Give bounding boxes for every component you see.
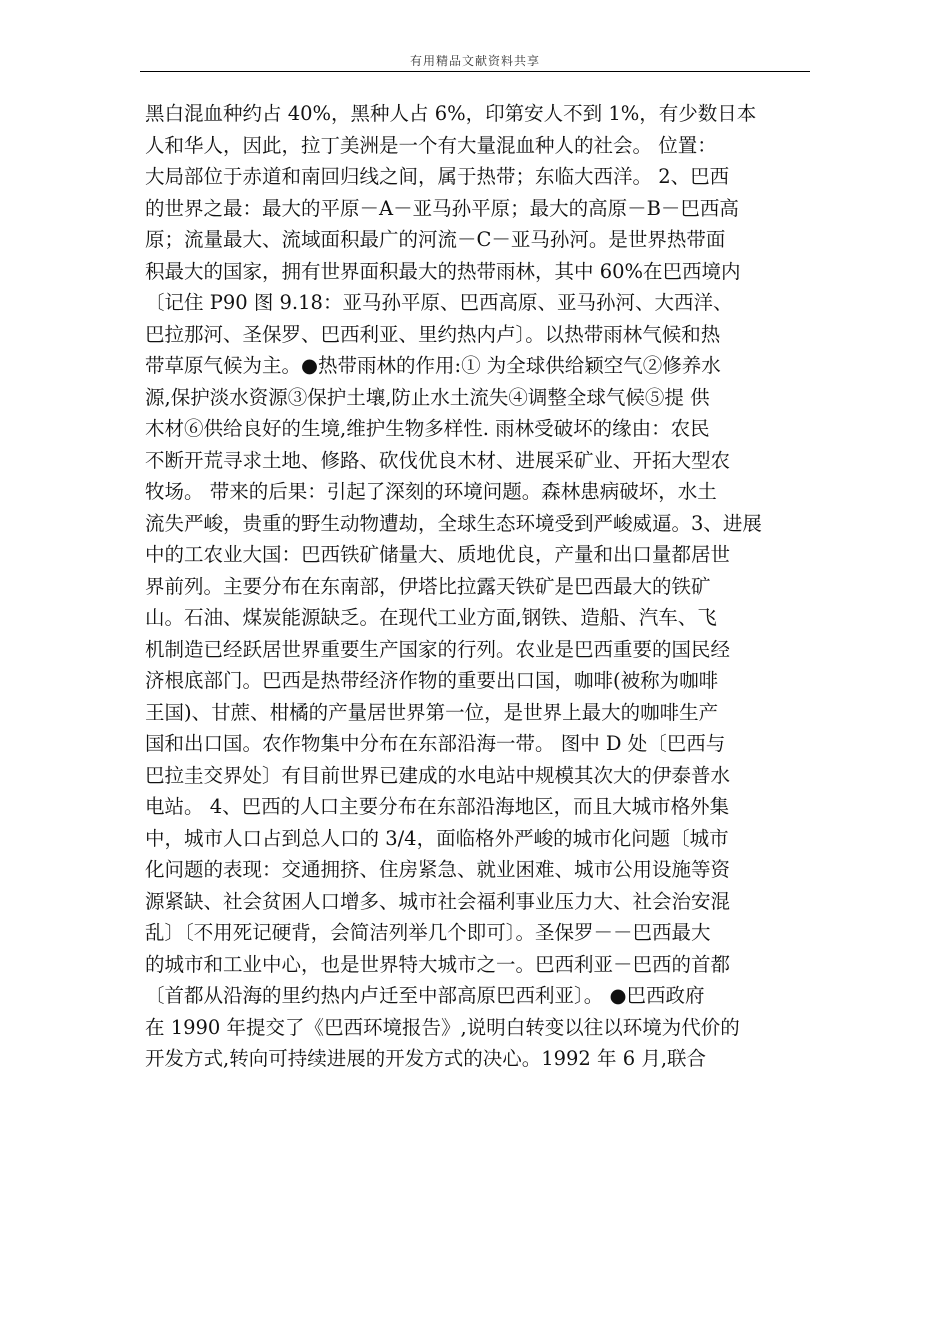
text-line: 〔记住 P90 图 9.18：亚马孙平原、巴西高原、亚马孙河、大西洋、 xyxy=(145,291,733,314)
text-line: 中，城市人口占到总人口的 3/4，面临格外严峻的城市化问题〔城市 xyxy=(145,826,729,850)
header-divider xyxy=(140,71,810,72)
text-line: 不断开荒寻求土地、修路、砍伐优良木材、进展采矿业、开拓大型农 xyxy=(145,448,731,472)
text-line: 界前列。主要分布在东南部，伊塔比拉露天铁矿是巴西最大的铁矿 xyxy=(145,574,711,598)
text-line: 人和华人，因此，拉丁美洲是一个有大量混血种人的社会。 位置： xyxy=(145,133,717,157)
text-line: 电站。 4、巴西的人口主要分布在东部沿海地区，而且大城市格外集 xyxy=(145,795,730,818)
text-line: 木材⑥供给良好的生境,维护生物多样性. 雨林受破坏的缘由：农民 xyxy=(145,417,710,440)
text-line: 山。石油、煤炭能源缺乏。在现代工业方面,钢铁、造船、汽车、飞 xyxy=(145,606,717,629)
text-line: 源紧缺、社会贫困人口增多、城市社会福利事业压力大、社会治安混 xyxy=(145,889,731,913)
text-line: 济根底部门。巴西是热带经济作物的重要出口国，咖啡(被称为咖啡 xyxy=(145,669,719,692)
text-line: 机制造已经跃居世界重要生产国家的行列。农业是巴西重要的国民经 xyxy=(145,637,731,661)
document-body xyxy=(145,98,815,1075)
text-line: 流失严峻，贵重的野生动物遭劫，全球生态环境受到严峻威逼。3、进展 xyxy=(145,511,762,535)
text-line: 带草原气候为主。●热带雨林的作用:① 为全球供给颖空气②修养水 xyxy=(145,354,721,377)
text-line: 源,保护淡水资源③保护土壤,防止水土流失④调整全球气候⑤提 供 xyxy=(145,385,710,409)
text-line: 的世界之最：最大的平原－A－亚马孙平原；最大的高原－B－巴西高 xyxy=(145,196,739,220)
text-line: 大局部位于赤道和南回归线之间，属于热带；东临大西洋。 2、巴西 xyxy=(145,165,730,188)
text-line: 牧场。 带来的后果：引起了深刻的环境问题。森林患病破坏，水土 xyxy=(145,480,717,503)
text-line: 乱〕〔不用死记硬背，会简洁列举几个即可〕。圣保罗－－巴西最大 xyxy=(145,921,711,944)
text-line: 王国)、甘蔗、柑橘的产量居世界第一位，是世界上最大的咖啡生产 xyxy=(145,700,719,724)
text-line: 〔首都从沿海的里约热内卢迁至中部高原巴西利亚〕。 ●巴西政府 xyxy=(145,984,705,1007)
text-line: 积最大的国家，拥有世界面积最大的热带雨林，其中 60%在巴西境内 xyxy=(145,259,741,283)
text-line: 开发方式,转向可持续进展的开发方式的决心。1992 年 6 月,联合 xyxy=(145,1047,707,1070)
text-line: 原；流量最大、流域面积最广的河流－C－亚马孙河。是世界热带面 xyxy=(145,228,726,251)
text-line: 在 1990 年提交了《巴西环境报告》,说明白转变以往以环境为代价的 xyxy=(145,1015,740,1039)
text-line: 化问题的表现：交通拥挤、住房紧急、就业困难、城市公用设施等资 xyxy=(145,858,731,881)
text-line: 黑白混血种约占 40%，黑种人占 6%，印第安人不到 1%，有少数日本 xyxy=(145,102,757,125)
text-line: 巴拉那河、圣保罗、巴西利亚、里约热内卢〕。以热带雨林气候和热 xyxy=(145,322,721,346)
text-line: 巴拉圭交界处〕有目前世界已建成的水电站中规模其次大的伊泰普水 xyxy=(145,763,731,787)
text-line: 的城市和工业中心，也是世界特大城市之一。巴西利亚－巴西的首都 xyxy=(145,952,731,976)
text-line: 中的工农业大国：巴西铁矿储量大、质地优良，产量和出口量都居世 xyxy=(145,543,731,566)
page-header: 有用精品文献资料共享 xyxy=(409,54,540,68)
text-line: 国和出口国。农作物集中分布在东部沿海一带。 图中 D 处〔巴西与 xyxy=(145,732,726,755)
